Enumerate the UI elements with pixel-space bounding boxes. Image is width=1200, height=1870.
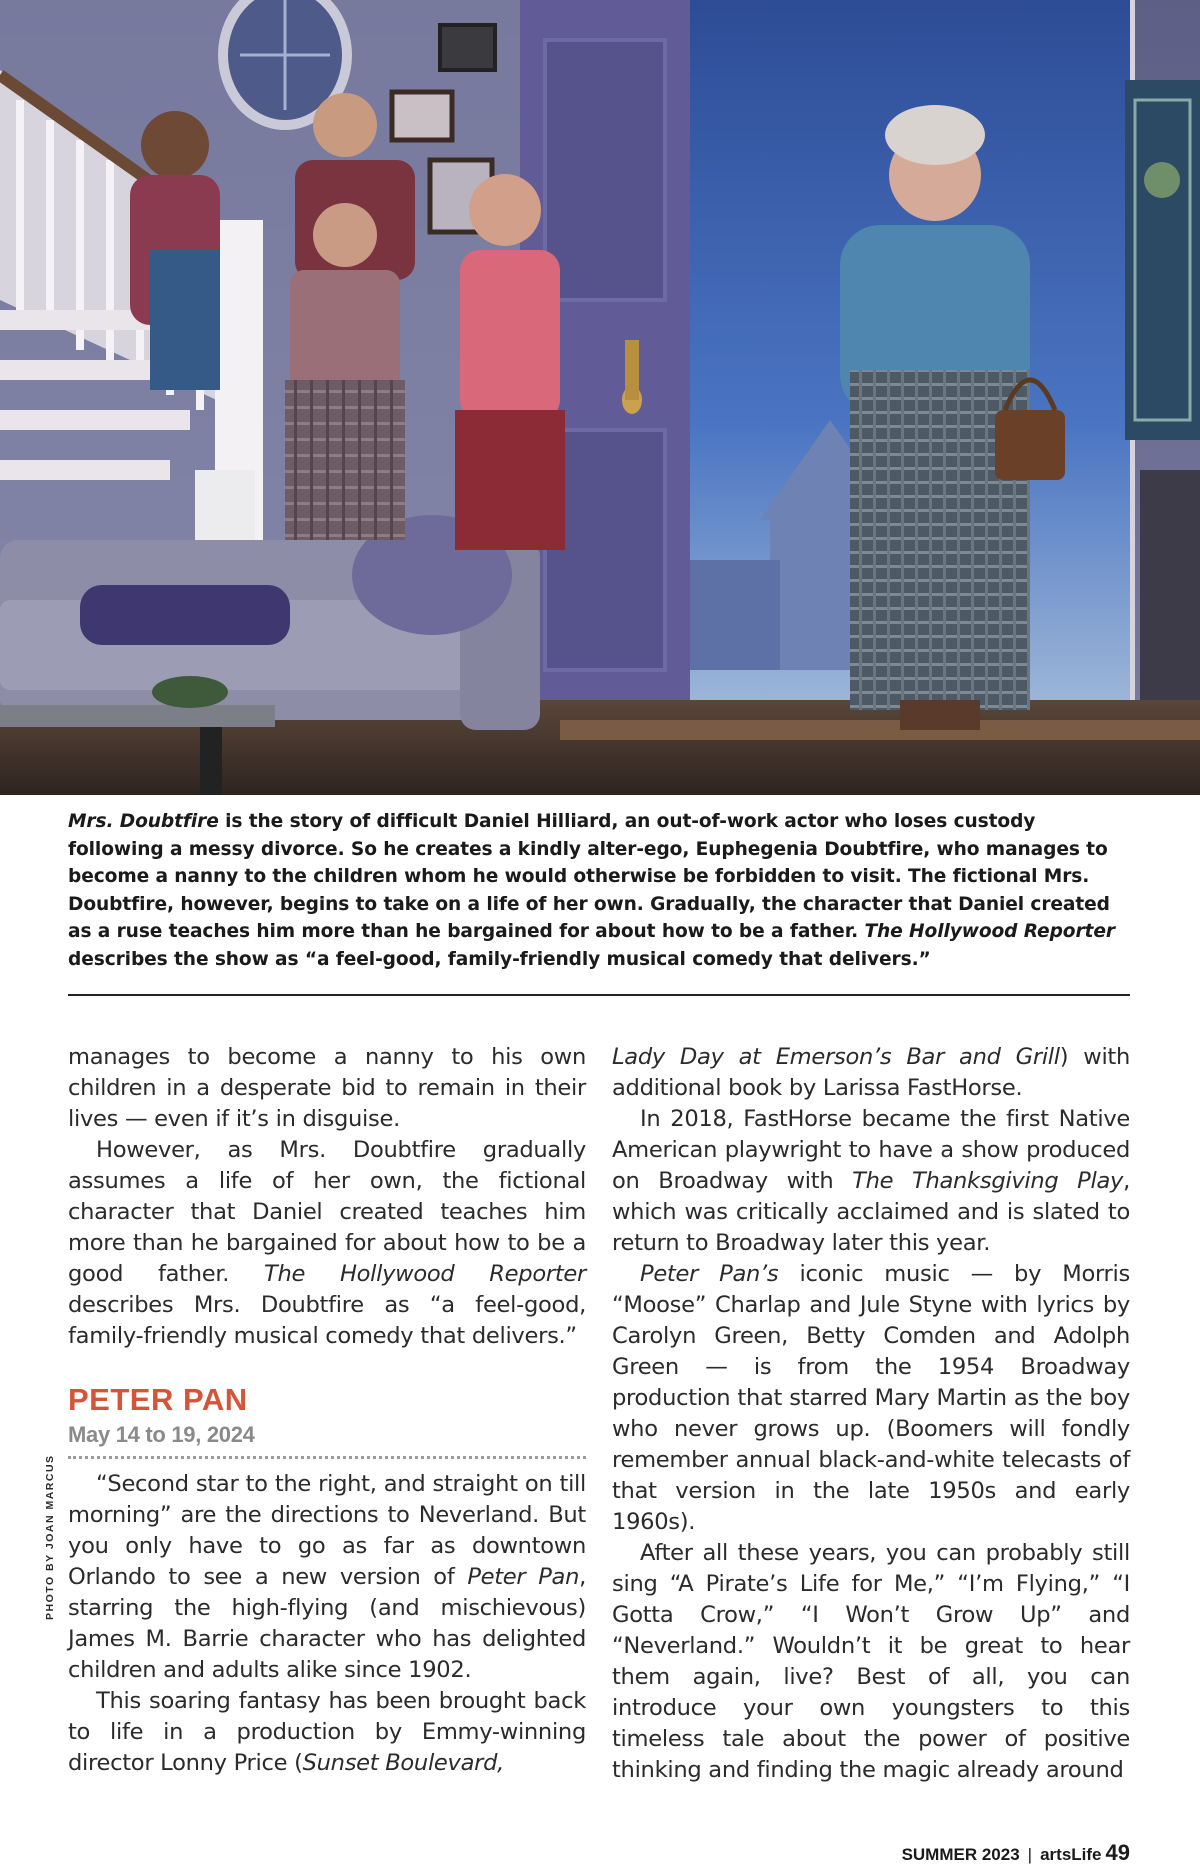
section-title: PETER PAN [68,1382,248,1417]
right-p1-text: ) with additional book by Larissa FastHorse. [612,1044,1130,1101]
left-p3-italic: Peter Pan [467,1564,580,1590]
footer-magazine: artsLife [1040,1845,1102,1864]
right-p2-italic: The Thanksgiving Play [852,1168,1124,1194]
photo-credit: PHOTO BY JOAN MARCUS [44,1454,56,1620]
right-paragraph-2 [612,1104,1130,1259]
section-dotted-divider [68,1456,586,1459]
right-p2-text-a: In 2018, FastHorse became the first Native American playwright to have a show produced on Broadway with [612,1106,1130,1194]
left-paragraph-4 [68,1686,586,1779]
left-p3-text-b: , starring the high-flying (and mischievous) James M. Barrie character who has delighted children and adults alike since 1902. [68,1564,586,1683]
caption-text-1: is the story of difficult Daniel Hilliard, an out-of-work actor who loses custody following a messy divorce. So he creates a kindly alter-ego, Euphegenia Doubtfire, who manages to become a nanny to the children whom he would otherwise be forbidden to visit. The fictional Mrs. Doubtfire, however, begins to take on a life of her own. Gradually, the character that Daniel created as a ruse teaches him more than he bargained for about how to be a father. [68,811,1110,942]
caption-text-2: describes the show as “a feel-good, family-friendly musical comedy that delivers.” [68,948,931,970]
left-p2-italic: The Hollywood Reporter [263,1261,586,1287]
page-number: 49 [1105,1840,1130,1865]
right-paragraph-3 [612,1259,1130,1538]
section-date: May 14 to 19, 2024 [68,1422,255,1447]
stage-photo [0,0,1200,795]
page-footer [902,1840,1130,1866]
right-p3-text: iconic music — by Morris “Moose” Charlap and Jule Styne with lyrics by Carolyn Green, Betty Comden and Adolph Green — is from the 1954 Broadway production that starred Mary Martin as the boy who never grows up. (Boomers will fondly remember annual black-and-white telecasts of that version in the late 1950s and early 1960s). [612,1261,1130,1535]
right-paragraph-1 [612,1042,1130,1104]
right-p2-text-b: , which was critically acclaimed and is slated to return to Broadway later this year. [612,1168,1130,1256]
right-paragraph-4: After all these years, you can probably still sing “A Pirate’s Life for Me,” “I’m Flying,” “I Gotta Crow,” “I Won’t Grow Up” and “Neverland.” Wouldn’t it be great to hear them again, live? Best of all, you can introduce your own youngsters to this timeless tale about the power of positive thinking and finding the magic already around [612,1540,1130,1783]
left-paragraph-1: manages to become a nanny to his own children in a desperate bid to remain in their lives — even if it’s in disguise. [68,1044,586,1132]
right-p1-italic: Lady Day at Emerson’s Bar and Grill [612,1044,1060,1070]
caption-title-italic: Mrs. Doubtfire [68,811,219,832]
left-p3-text-a: “Second star to the right, and straight on till morning” are the directions to Neverland. But you only have to go as far as downtown Orlando to see a new version of [68,1471,586,1590]
photo-caption [68,808,1128,973]
left-p2-text-a: However, as Mrs. Doubtfire gradually assumes a life of her own, the fictional character that Daniel created teaches him more than he bargained for about how to be a good father. [68,1137,586,1287]
footer-separator: | [1027,1845,1033,1864]
left-paragraph-2 [68,1135,586,1352]
footer-issue: SUMMER 2023 [901,1845,1020,1864]
caption-divider [68,994,1130,996]
article-right-column [612,1042,1130,1786]
left-p2-text-b: describes Mrs. Doubtfire as “a feel-good, family-friendly musical comedy that delivers.” [68,1292,586,1349]
caption-publication-italic: The Hollywood Reporter [864,921,1115,942]
left-p4-text-a: This soaring fantasy has been brought back to life in a production by Emmy-winning director Lonny Price ( [68,1688,586,1776]
left-paragraph-3 [68,1469,586,1686]
right-p3-italic: Peter Pan’s [640,1261,779,1287]
stage-photo-illustration [0,0,1200,795]
article-left-column [68,1042,586,1779]
left-p4-italic: Sunset Boulevard, [302,1750,505,1776]
